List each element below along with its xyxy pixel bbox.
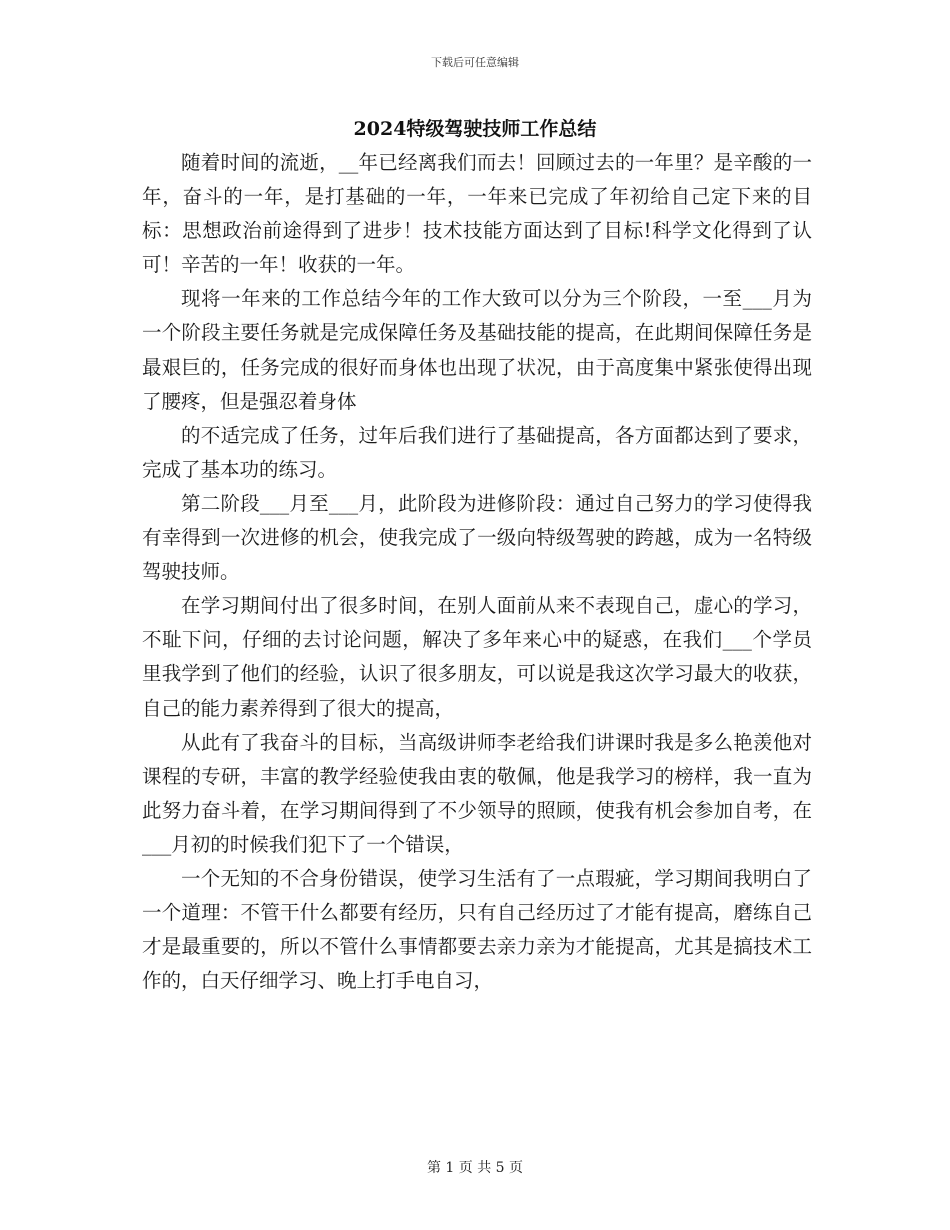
body-paragraph: 第二阶段___月至___月，此阶段为进修阶段：通过自己努力的学习使得我有幸得到一次进修的机会，使我完成了一级向特级驾驶的跨越，成为一名特级驾驶技师。 bbox=[142, 491, 812, 584]
body-paragraph: 的不适完成了任务，过年后我们进行了基础提高，各方面都达到了要求，完成了基本功的练习。 bbox=[142, 423, 812, 481]
page-number-footer: 第 1 页 共 5 页 bbox=[426, 1160, 524, 1176]
page-header-note: 下载后可任意编辑 bbox=[431, 56, 519, 69]
body-paragraph: 在学习期间付出了很多时间，在别人面前从来不表现自己，虚心的学习，不耻下问，仔细的去讨论问题，解决了多年来心中的疑惑，在我们___个学员里我学到了他们的经验，认识了很多朋友，可以说是我这次学习最大的收获，自己的能力素养得到了很大的提高， bbox=[142, 594, 812, 720]
document-body bbox=[142, 146, 812, 998]
body-paragraph: 一个无知的不合身份错误，使学习生活有了一点瑕疵，学习期间我明白了一个道理：不管干什么都要有经历，只有自己经历过了才能有提高，磨练自己才是最重要的，所以不管什么事情都要去亲力亲为才能提高，尤其是搞技术工作的，白天仔细学习、晚上打手电自习， bbox=[142, 866, 812, 993]
body-paragraph: 现将一年来的工作总结今年的工作大致可以分为三个阶段，一至___月为一个阶段主要任务就是完成保障任务及基础技能的提高，在此期间保障任务是最艰巨的，任务完成的很好而身体也出现了状况，由于高度集中紧张使得出现了腰疼，但是强忍着身体 bbox=[142, 287, 812, 413]
body-paragraph: 随着时间的流逝，__年已经离我们而去！回顾过去的一年里？是辛酸的一年，奋斗的一年，是打基础的一年，一年来已完成了年初给自己定下来的目标：思想政治前途得到了进步！技术技能方面达到了目标!科学文化得到了认可！辛苦的一年！收获的一年。 bbox=[142, 151, 812, 277]
document-title: 2024特级驾驶技师工作总结 bbox=[353, 118, 597, 140]
body-paragraph: 从此有了我奋斗的目标，当高级讲师李老给我们讲课时我是多么艳羡他对课程的专研，丰富的教学经验使我由衷的敬佩，他是我学习的榜样，我一直为此努力奋斗着，在学习期间得到了不少领导的照顾，使我有机会参加自考，在___月初的时候我们犯下了一个错误， bbox=[142, 730, 812, 856]
